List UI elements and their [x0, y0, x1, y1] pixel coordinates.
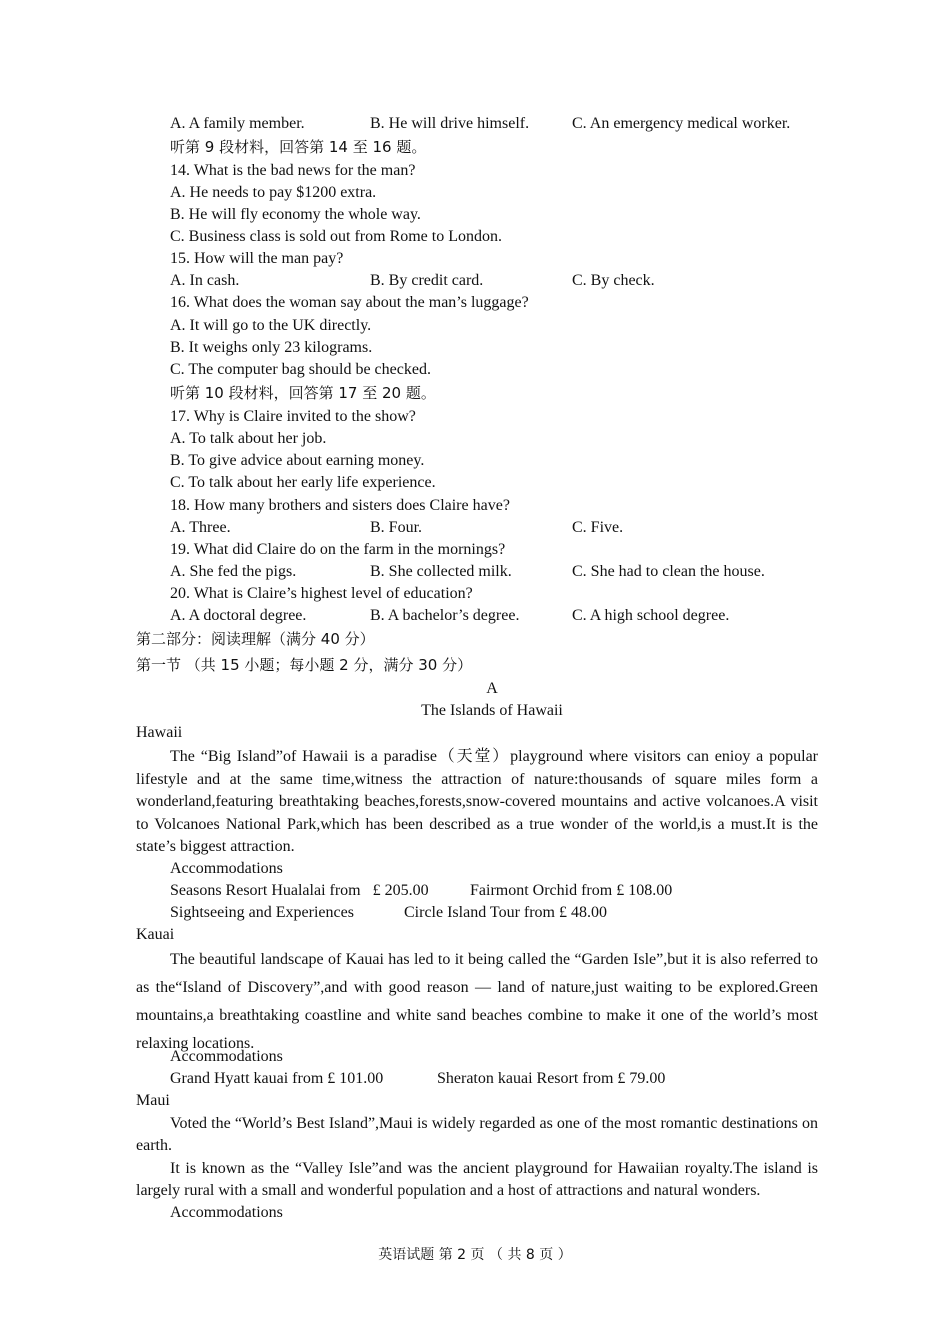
q13-option-a: A. A family member. [170, 115, 305, 132]
q16-option-b: B. It weighs only 23 kilograms. [170, 339, 373, 356]
q15-question: 15. How will the man pay? [170, 250, 344, 267]
section-9-instruction: 听第 9 段材料，回答第 14 至 16 题。 [170, 138, 427, 156]
q19-option-c: C. She had to clean the house. [572, 563, 765, 580]
maui-accommodations-label: Accommodations [170, 1204, 283, 1221]
q15-option-a: A. In cash. [170, 272, 240, 289]
hawaii-text: The “Big Island”of Hawaii is a paradise（天堂）playground where visitors can enioy a popular lifestyle and at the same time,witness the attraction of nature:thousands of square miles form a wonderland,featuring breathtaking beaches,forests,snow-covered mountains and active volcanoes.A visit to Volcanoes National Park,which has been described as a true wonder of the world,is a must.It is the state’s biggest attraction. [136, 748, 818, 855]
q20-option-a: A. A doctoral degree. [170, 607, 307, 624]
hawaii-sightseeing-1: Circle Island Tour from £ 48.00 [404, 904, 607, 921]
q13-option-c: C. An emergency medical worker. [572, 115, 791, 132]
page-footer: 英语试题 第 2 页 （ 共 8 页 ） [378, 1247, 572, 1263]
passage-title: The Islands of Hawaii [421, 702, 563, 719]
q17-option-c: C. To talk about her early life experience. [170, 474, 436, 491]
q14-option-a: A. He needs to pay $1200 extra. [170, 184, 377, 201]
q17-option-a: A. To talk about her job. [170, 430, 327, 447]
hawaii-accommodations-label: Accommodations [170, 860, 283, 877]
q16-question: 16. What does the woman say about the man’s luggage? [170, 294, 529, 311]
hawaii-heading: Hawaii [136, 724, 183, 741]
part2-heading: 第二部分：阅读理解（满分 40 分） [136, 630, 375, 648]
q15-option-c: C. By check. [572, 272, 655, 289]
maui-paragraph-1 [136, 1113, 818, 1157]
q19-option-b: B. She collected milk. [370, 563, 512, 580]
q15-option-b: B. By credit card. [370, 272, 484, 289]
q14-question: 14. What is the bad news for the man? [170, 162, 416, 179]
maui-heading: Maui [136, 1092, 170, 1109]
section1-heading: 第一节 （共 15 小题；每小题 2 分，满分 30 分） [136, 656, 473, 674]
q16-option-c: C. The computer bag should be checked. [170, 361, 431, 378]
q19-question: 19. What did Claire do on the farm in the mornings? [170, 541, 506, 558]
q17-option-b: B. To give advice about earning money. [170, 452, 425, 469]
hawaii-sightseeing-label: Sightseeing and Experiences [170, 904, 354, 921]
q18-question: 18. How many brothers and sisters does Claire have? [170, 497, 510, 514]
q16-option-a: A. It will go to the UK directly. [170, 317, 372, 334]
q20-question: 20. What is Claire’s highest level of education? [170, 585, 473, 602]
q14-option-b: B. He will fly economy the whole way. [170, 206, 421, 223]
kauai-text: The beautiful landscape of Kauai has led to it being called the “Garden Isle”,but it is also referred to as the“Island of Discovery”,and with good reason — land of nature,just waiting to be explored.Green mountains,a breathtaking coastline and white sand beaches combine to make it one of the world’s most relaxing locations. [136, 951, 818, 1052]
maui-text-1: Voted the “World’s Best Island”,Maui is widely regarded as one of the most romantic destinations on earth. [136, 1115, 818, 1154]
q18-option-c: C. Five. [572, 519, 624, 536]
q18-option-a: A. Three. [170, 519, 231, 536]
q14-option-c: C. Business class is sold out from Rome to London. [170, 228, 502, 245]
q20-option-c: C. A high school degree. [572, 607, 730, 624]
maui-text-2: It is known as the “Valley Isle”and was the ancient playground for Hawaiian royalty.The island is largely rural with a small and wonderful population and a host of attractions and natural wonders. [136, 1160, 818, 1199]
hawaii-accommodation-2: Fairmont Orchid from £ 108.00 [470, 882, 673, 899]
passage-letter: A [486, 680, 498, 697]
kauai-accommodation-2: Sheraton kauai Resort from £ 79.00 [437, 1070, 666, 1087]
q18-option-b: B. Four. [370, 519, 423, 536]
hawaii-accommodation-1: Seasons Resort Hualalai from £ 205.00 [170, 882, 429, 899]
section-10-instruction: 听第 10 段材料，回答第 17 至 20 题。 [170, 384, 436, 402]
q17-question: 17. Why is Claire invited to the show? [170, 408, 416, 425]
hawaii-paragraph [136, 746, 818, 859]
maui-paragraph-2 [136, 1158, 818, 1202]
q13-option-b: B. He will drive himself. [370, 115, 530, 132]
kauai-heading: Kauai [136, 926, 175, 943]
q20-option-b: B. A bachelor’s degree. [370, 607, 520, 624]
kauai-accommodation-1: Grand Hyatt kauai from £ 101.00 [170, 1070, 384, 1087]
kauai-paragraph [136, 946, 818, 1058]
q19-option-a: A. She fed the pigs. [170, 563, 297, 580]
kauai-accommodations-label: Accommodations [170, 1048, 283, 1065]
